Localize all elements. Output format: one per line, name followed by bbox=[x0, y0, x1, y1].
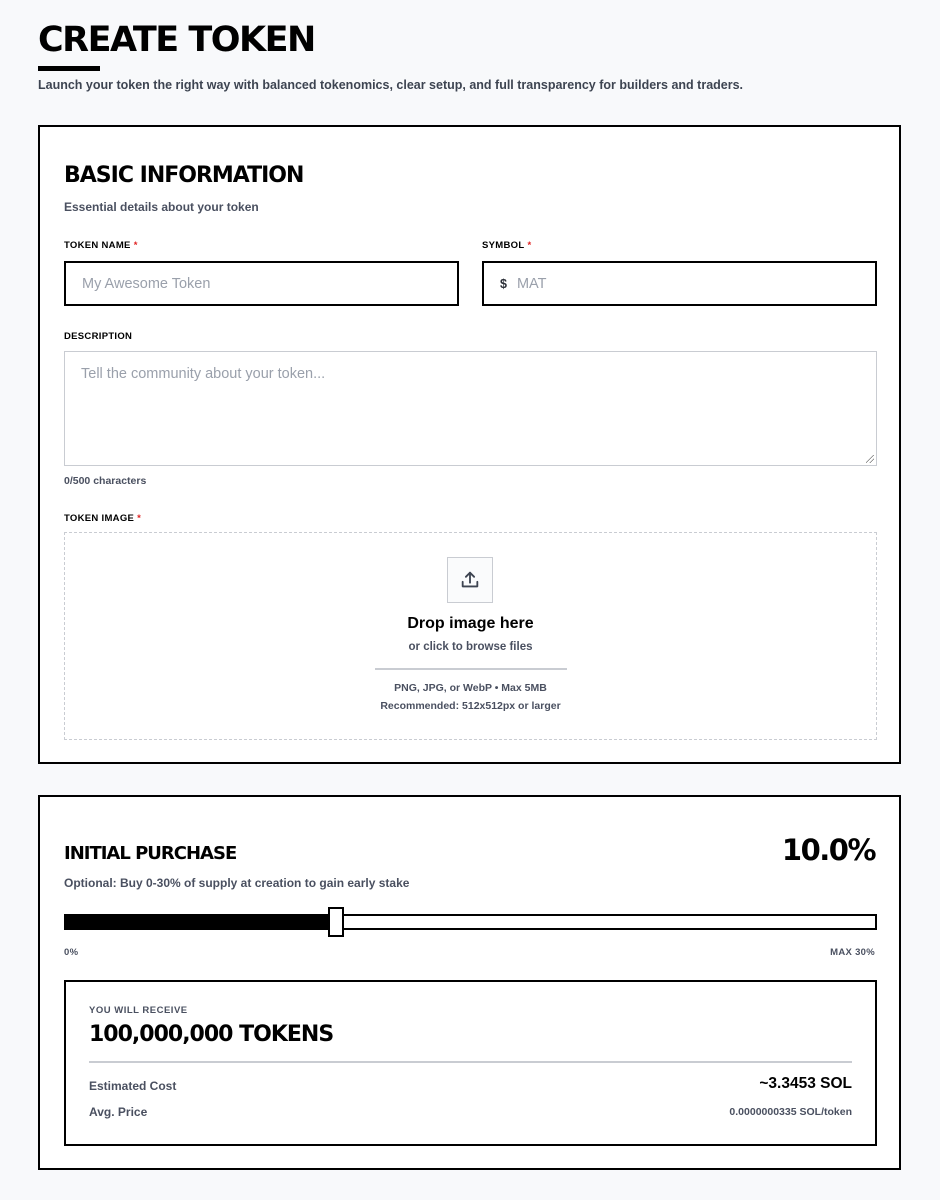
description-placeholder: Tell the community about your token... bbox=[81, 366, 326, 382]
page-subtitle: Launch your token the right way with balanced tokenomics, clear setup, and full transparency for builders and traders. bbox=[38, 78, 744, 92]
estimated-cost-value: ~3.3453 SOL bbox=[759, 1075, 852, 1092]
resize-grip-icon[interactable] bbox=[866, 455, 874, 463]
receive-summary bbox=[64, 980, 877, 1146]
description-char-count: 0/500 characters bbox=[64, 475, 147, 487]
recommended-size: Recommended: 512x512px or larger bbox=[380, 700, 561, 712]
token-name-label-text: TOKEN NAME bbox=[64, 240, 131, 251]
symbol-input[interactable] bbox=[482, 261, 877, 306]
basic-information-subtitle: Essential details about your token bbox=[64, 200, 259, 214]
slider-thumb[interactable] bbox=[328, 907, 344, 937]
avg-price-label: Avg. Price bbox=[89, 1105, 148, 1119]
purchase-slider[interactable] bbox=[64, 914, 877, 930]
estimated-cost-label: Estimated Cost bbox=[89, 1079, 177, 1093]
page-title: CREATE TOKEN bbox=[38, 20, 315, 60]
token-name-input[interactable] bbox=[64, 261, 459, 306]
receive-label: YOU WILL RECEIVE bbox=[89, 1005, 188, 1016]
avg-price-value: 0.0000000335 SOL/token bbox=[729, 1106, 852, 1118]
description-label: DESCRIPTION bbox=[64, 331, 133, 342]
token-name-placeholder: My Awesome Token bbox=[82, 275, 211, 292]
purchase-percent-display: 10.0% bbox=[781, 833, 875, 867]
image-dropzone[interactable] bbox=[64, 532, 877, 740]
drop-title: Drop image here bbox=[407, 615, 534, 632]
token-name-label bbox=[64, 240, 138, 251]
token-image-label bbox=[64, 513, 141, 524]
initial-purchase-card bbox=[38, 795, 901, 1170]
initial-purchase-title: INITIAL PURCHASE bbox=[64, 843, 237, 864]
accepted-formats: PNG, JPG, or WebP • Max 5MB bbox=[394, 682, 547, 694]
description-textarea[interactable] bbox=[64, 351, 877, 466]
slider-fill bbox=[66, 916, 336, 928]
receive-amount: 100,000,000 TOKENS bbox=[89, 1022, 334, 1047]
initial-purchase-subtitle: Optional: Buy 0-30% of supply at creation to gain early stake bbox=[64, 876, 410, 890]
slider-min-label: 0% bbox=[64, 947, 79, 958]
token-image-label-text: TOKEN IMAGE bbox=[64, 513, 135, 524]
required-marker: * bbox=[527, 240, 532, 251]
required-marker: * bbox=[133, 240, 138, 251]
basic-information-title: BASIC INFORMATION bbox=[64, 163, 304, 188]
dropzone-divider bbox=[375, 668, 567, 670]
symbol-label bbox=[482, 240, 531, 251]
required-marker: * bbox=[137, 513, 142, 524]
symbol-prefix: $ bbox=[500, 276, 507, 291]
slider-max-label: MAX 30% bbox=[830, 947, 875, 958]
receive-divider bbox=[89, 1061, 852, 1063]
symbol-label-text: SYMBOL bbox=[482, 240, 525, 251]
browse-files-link[interactable]: or click to browse files bbox=[408, 641, 533, 653]
symbol-placeholder: MAT bbox=[516, 275, 547, 292]
basic-information-card bbox=[38, 125, 901, 764]
title-underline bbox=[38, 66, 100, 71]
upload-icon bbox=[447, 557, 493, 603]
